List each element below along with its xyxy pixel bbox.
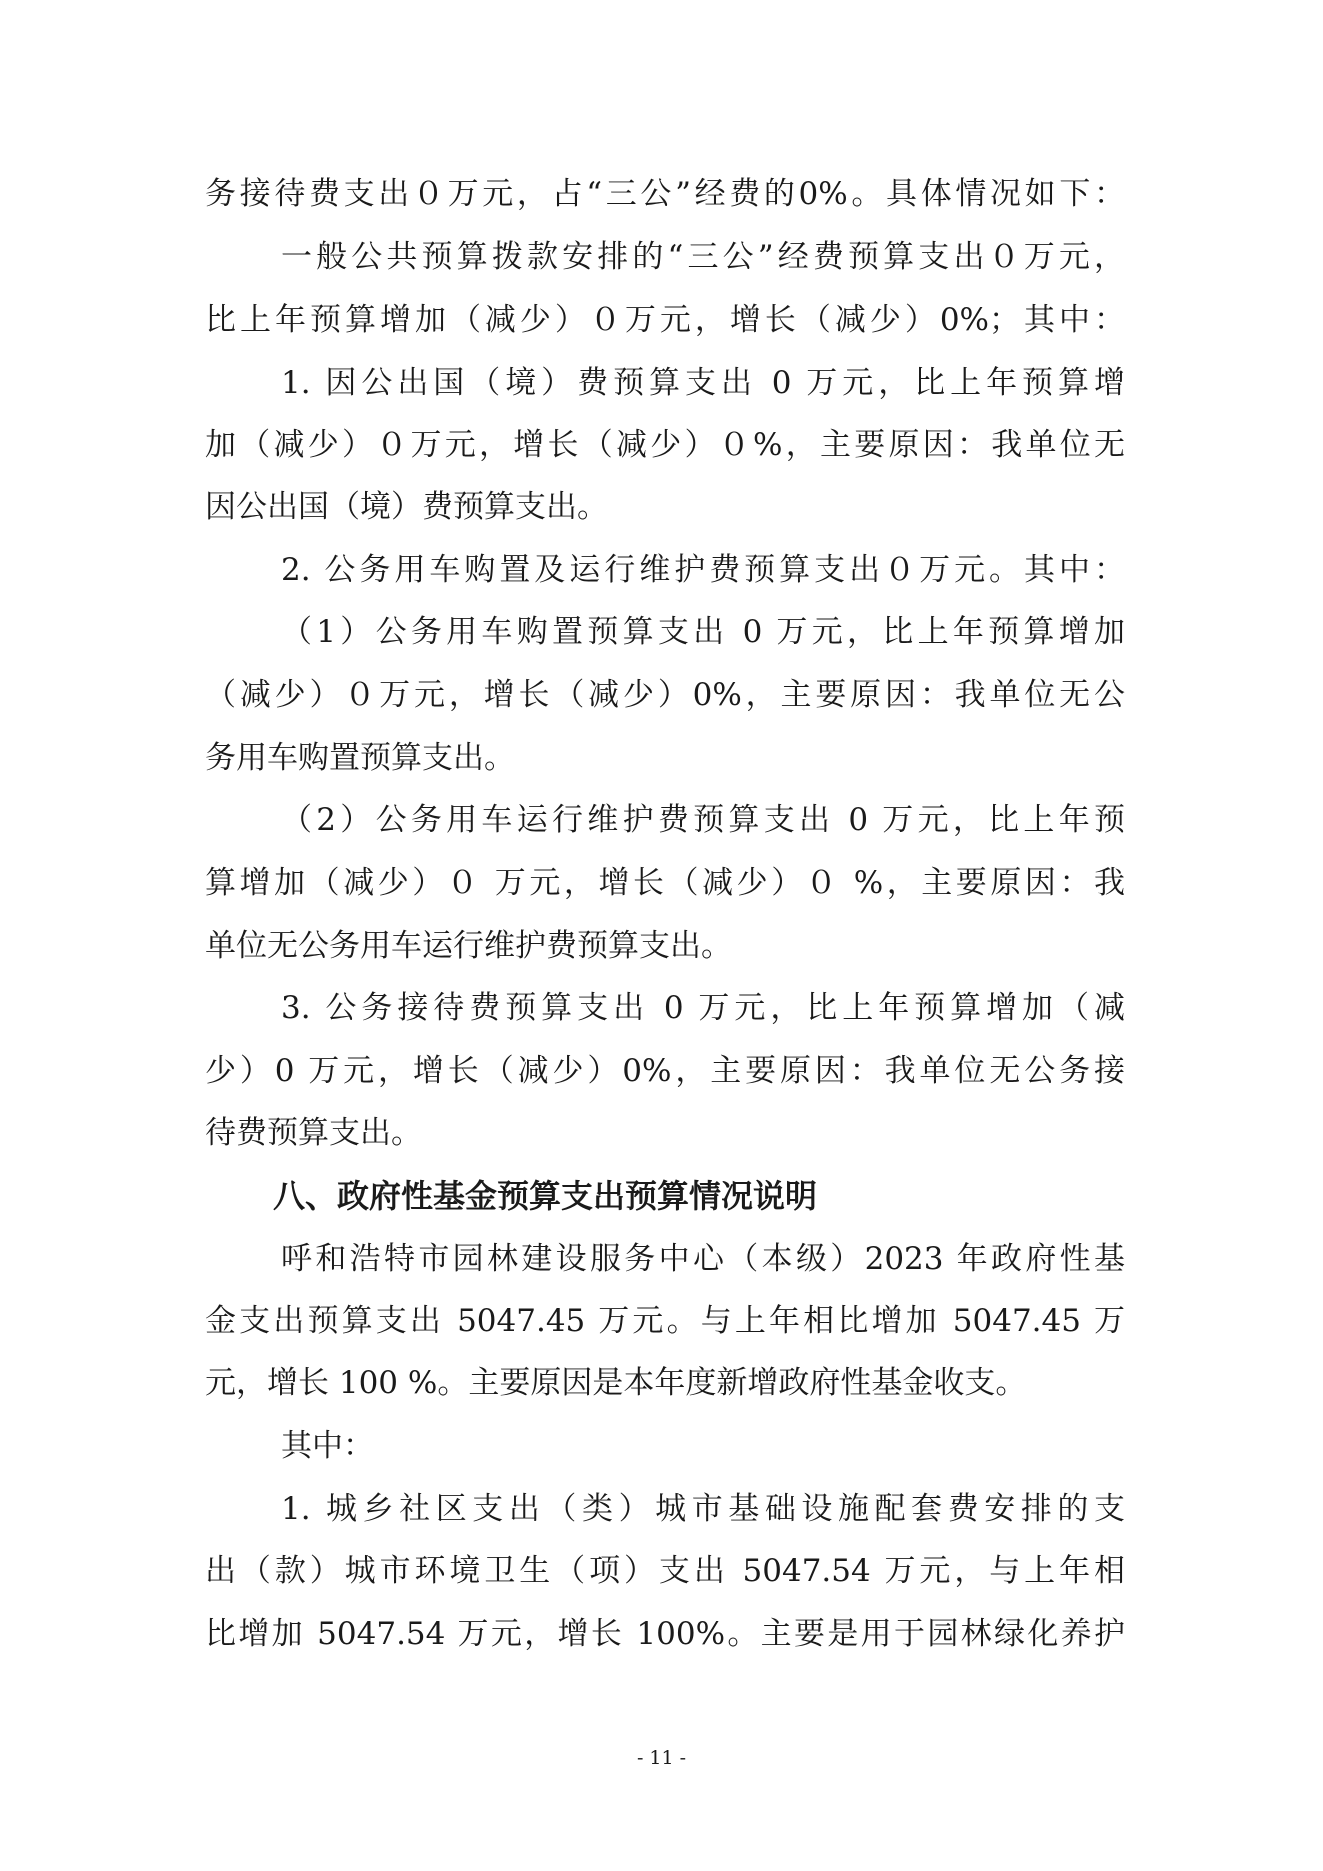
paragraph-line: 务接待费支出０万元，占“三公”经费的0%。具体情况如下：	[205, 176, 1125, 212]
paragraph-line: 1. 城乡社区支出（类）城市基础设施配套费安排的支	[281, 1491, 1125, 1527]
paragraph-line: 比上年预算增加（减少）０万元，增长（减少）0%；其中：	[205, 302, 1125, 338]
paragraph-line: 2. 公务用车购置及运行维护费预算支出０万元。其中：	[281, 552, 1125, 588]
paragraph-line: 待费预算支出。	[205, 1115, 422, 1151]
paragraph-line: 加（减少）０万元，增长（减少）０%，主要原因：我单位无	[205, 427, 1125, 463]
page-number: - 11 -	[636, 1747, 687, 1769]
paragraph-line: 其中：	[281, 1428, 374, 1464]
paragraph-line: （减少）０万元，增长（减少）0%，主要原因：我单位无公	[205, 677, 1125, 713]
paragraph-line: 比增加 5047.54 万元，增长 100%。主要是用于园林绿化养护	[205, 1616, 1125, 1652]
paragraph-line: 算增加（减少）０ 万元，增长（减少）０ %，主要原因：我	[205, 865, 1125, 901]
paragraph-line: 少）0 万元，增长（减少）0%，主要原因：我单位无公务接	[205, 1053, 1125, 1089]
paragraph-line: 元，增长 100 %。主要原因是本年度新增政府性基金收支。	[205, 1365, 1027, 1401]
paragraph-line: （1）公务用车购置预算支出 0 万元，比上年预算增加	[281, 614, 1125, 650]
paragraph-line: 务用车购置预算支出。	[205, 740, 515, 776]
paragraph-line: 单位无公务用车运行维护费预算支出。	[205, 928, 732, 964]
paragraph-line: 金支出预算支出 5047.45 万元。与上年相比增加 5047.45 万	[205, 1303, 1125, 1339]
section-heading: 八、政府性基金预算支出预算情况说明	[273, 1177, 818, 1215]
paragraph-line: 1. 因公出国（境）费预算支出 0 万元，比上年预算增	[281, 365, 1125, 401]
paragraph-line: 出（款）城市环境卫生（项）支出 5047.54 万元，与上年相	[205, 1553, 1125, 1589]
paragraph-line: 3. 公务接待费预算支出 0 万元，比上年预算增加（减	[281, 990, 1125, 1026]
paragraph-line: （2）公务用车运行维护费预算支出 0 万元，比上年预	[281, 802, 1125, 838]
paragraph-line: 一般公共预算拨款安排的“三公”经费预算支出０万元，	[281, 239, 1125, 275]
paragraph-line: 因公出国（境）费预算支出。	[205, 489, 608, 525]
paragraph-line: 呼和浩特市园林建设服务中心（本级）2023 年政府性基	[281, 1241, 1125, 1277]
